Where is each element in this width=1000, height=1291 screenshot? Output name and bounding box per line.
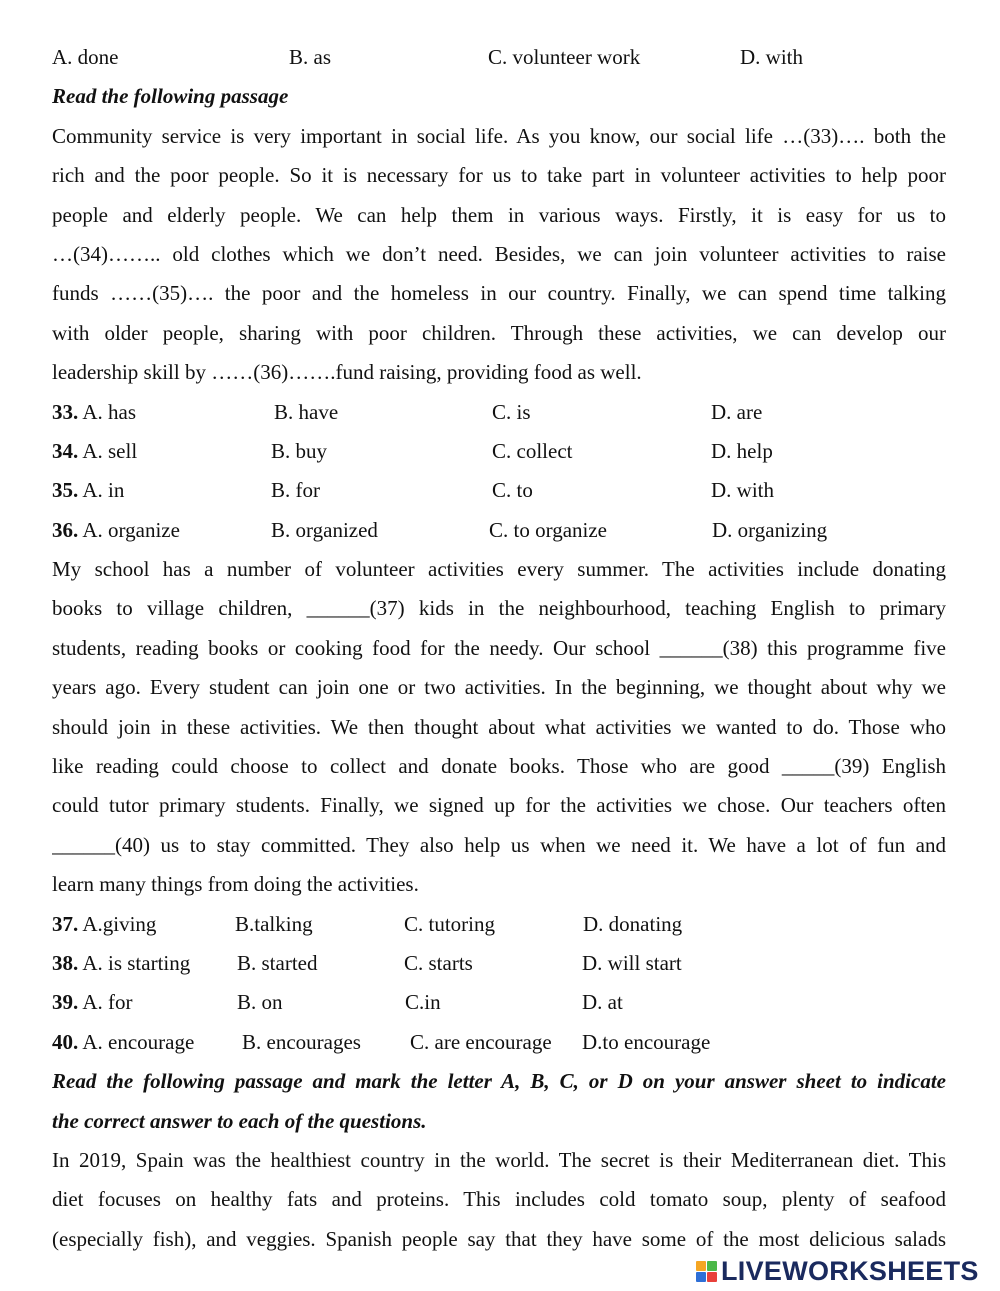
passage-line: should join in these activities. We then thought about what activities we wanted to do. Those who [52,714,946,739]
option-a: A. in [78,478,125,503]
liveworksheets-logo [696,1256,979,1286]
option-b: B. as [289,45,331,69]
question-row [52,432,946,471]
question-group-33-36 [52,393,946,551]
option-b: B.talking [235,911,313,936]
passage-line: …(34)…….. old clothes which we don’t need. Besides, we can join volunteer activities to raise [52,241,946,266]
question-number: 33. [52,399,79,424]
option-c: C.in [405,990,441,1015]
option-b: B. encourages [242,1029,361,1054]
option-c: C. volunteer work [488,45,641,69]
option-c: C. to [492,478,533,503]
option-a: A. has [78,399,136,424]
option-d: D. donating [583,911,683,936]
question-row [52,944,946,983]
option-a: A.giving [78,911,157,936]
question-row [52,905,946,944]
option-d: D. will start [582,950,682,975]
option-a: A. for [78,990,133,1015]
passage-line: years ago. Every student can join one or two activities. In the beginning, we thought about why we [52,675,946,700]
option-c: C. are encourage [410,1029,552,1054]
option-a: A. done [52,45,119,69]
question-number: 38. [52,950,79,975]
question-number: 39. [52,990,79,1015]
passage-line: learn many things from doing the activities. [52,872,419,897]
question-row [52,393,946,432]
section-heading: Read the following passage and mark the letter A, B, C, or D on your answer sheet to indicate [52,1069,946,1094]
option-c: C. collect [492,438,573,463]
logo-block [707,1261,717,1271]
option-a: A. encourage [78,1029,195,1054]
question-number: 35. [52,478,79,503]
option-b: B. organized [271,517,378,542]
option-c: C. to organize [489,517,608,542]
option-d: D. are [711,399,763,424]
section-heading: Read the following passage [52,84,289,109]
passage-line: funds ……(35)…. the poor and the homeless in our country. Finally, we can spend time talking [52,281,946,306]
option-b: B. for [271,478,320,503]
option-d: D. with [740,45,803,69]
logo-block [696,1261,706,1271]
passage-line: leadership skill by ……(36)…….fund raising, providing food as well. [52,360,642,385]
passage-line: rich and the poor people. So it is necessary for us to take part in volunteer activities to help poor [52,163,946,188]
logo-block [696,1272,706,1282]
option-a: A. sell [78,438,138,463]
option-b: B. have [274,399,339,424]
passage-spain-diet [52,1141,946,1259]
option-a: A. organize [78,517,180,542]
passage-line: like reading could choose to collect and donate books. Those who are good _____(39) English [52,754,946,779]
option-d: D.to encourage [582,1029,711,1054]
option-d: D. at [582,990,623,1015]
option-c: C. is [492,399,531,424]
passage-line: My school has a number of volunteer activities every summer. The activities include donating [52,557,946,582]
option-b: B. started [237,950,318,975]
question-number: 37. [52,911,79,936]
passage-line: ______(40) us to stay committed. They also help us when we need it. We have a lot of fun and [52,832,946,857]
passage-line: (especially fish), and veggies. Spanish people say that they have some of the most delicious salads [52,1226,946,1251]
option-c: C. starts [404,950,473,975]
question-row [52,983,946,1022]
passage-line: In 2019, Spain was the healthiest country in the world. The secret is their Mediterranean diet. This [52,1147,946,1172]
passage-line: students, reading books or cooking food for the needy. Our school ______(38) this programme five [52,635,946,660]
option-d: D. help [711,438,773,463]
option-a: A. is starting [78,950,191,975]
passage-line: with older people, sharing with poor children. Through these activities, we can develop our [52,320,946,345]
option-d: D. with [711,478,774,503]
question-row [52,471,946,510]
logo-blocks-icon [696,1261,717,1282]
question-row [52,511,946,550]
worksheet-page [52,38,946,1259]
question-row [52,1023,946,1062]
top-options-row [52,38,946,77]
question-number: 40. [52,1029,79,1054]
option-b: B. on [237,990,283,1015]
passage-line: people and elderly people. We can help them in various ways. Firstly, it is easy for us to [52,202,946,227]
question-number: 34. [52,438,79,463]
passage-line: books to village children, ______(37) kids in the neighbourhood, teaching English to primary [52,596,946,621]
question-number: 36. [52,517,79,542]
passage-line: Community service is very important in social life. As you know, our social life …(33)…. both the [52,123,946,148]
logo-text: LIVEWORKSHEETS [721,1255,979,1286]
option-c: C. tutoring [404,911,496,936]
passage-school-volunteering [52,550,946,905]
question-group-37-40 [52,905,946,1063]
passage-community-service [52,117,946,393]
option-b: B. buy [271,438,328,463]
logo-block [707,1272,717,1282]
section-heading: the correct answer to each of the questions. [52,1108,427,1133]
option-d: D. organizing [712,517,828,542]
passage-line: diet focuses on healthy fats and proteins. This includes cold tomato soup, plenty of seafood [52,1187,946,1212]
passage-line: could tutor primary students. Finally, we signed up for the activities we chose. Our teachers often [52,793,946,818]
